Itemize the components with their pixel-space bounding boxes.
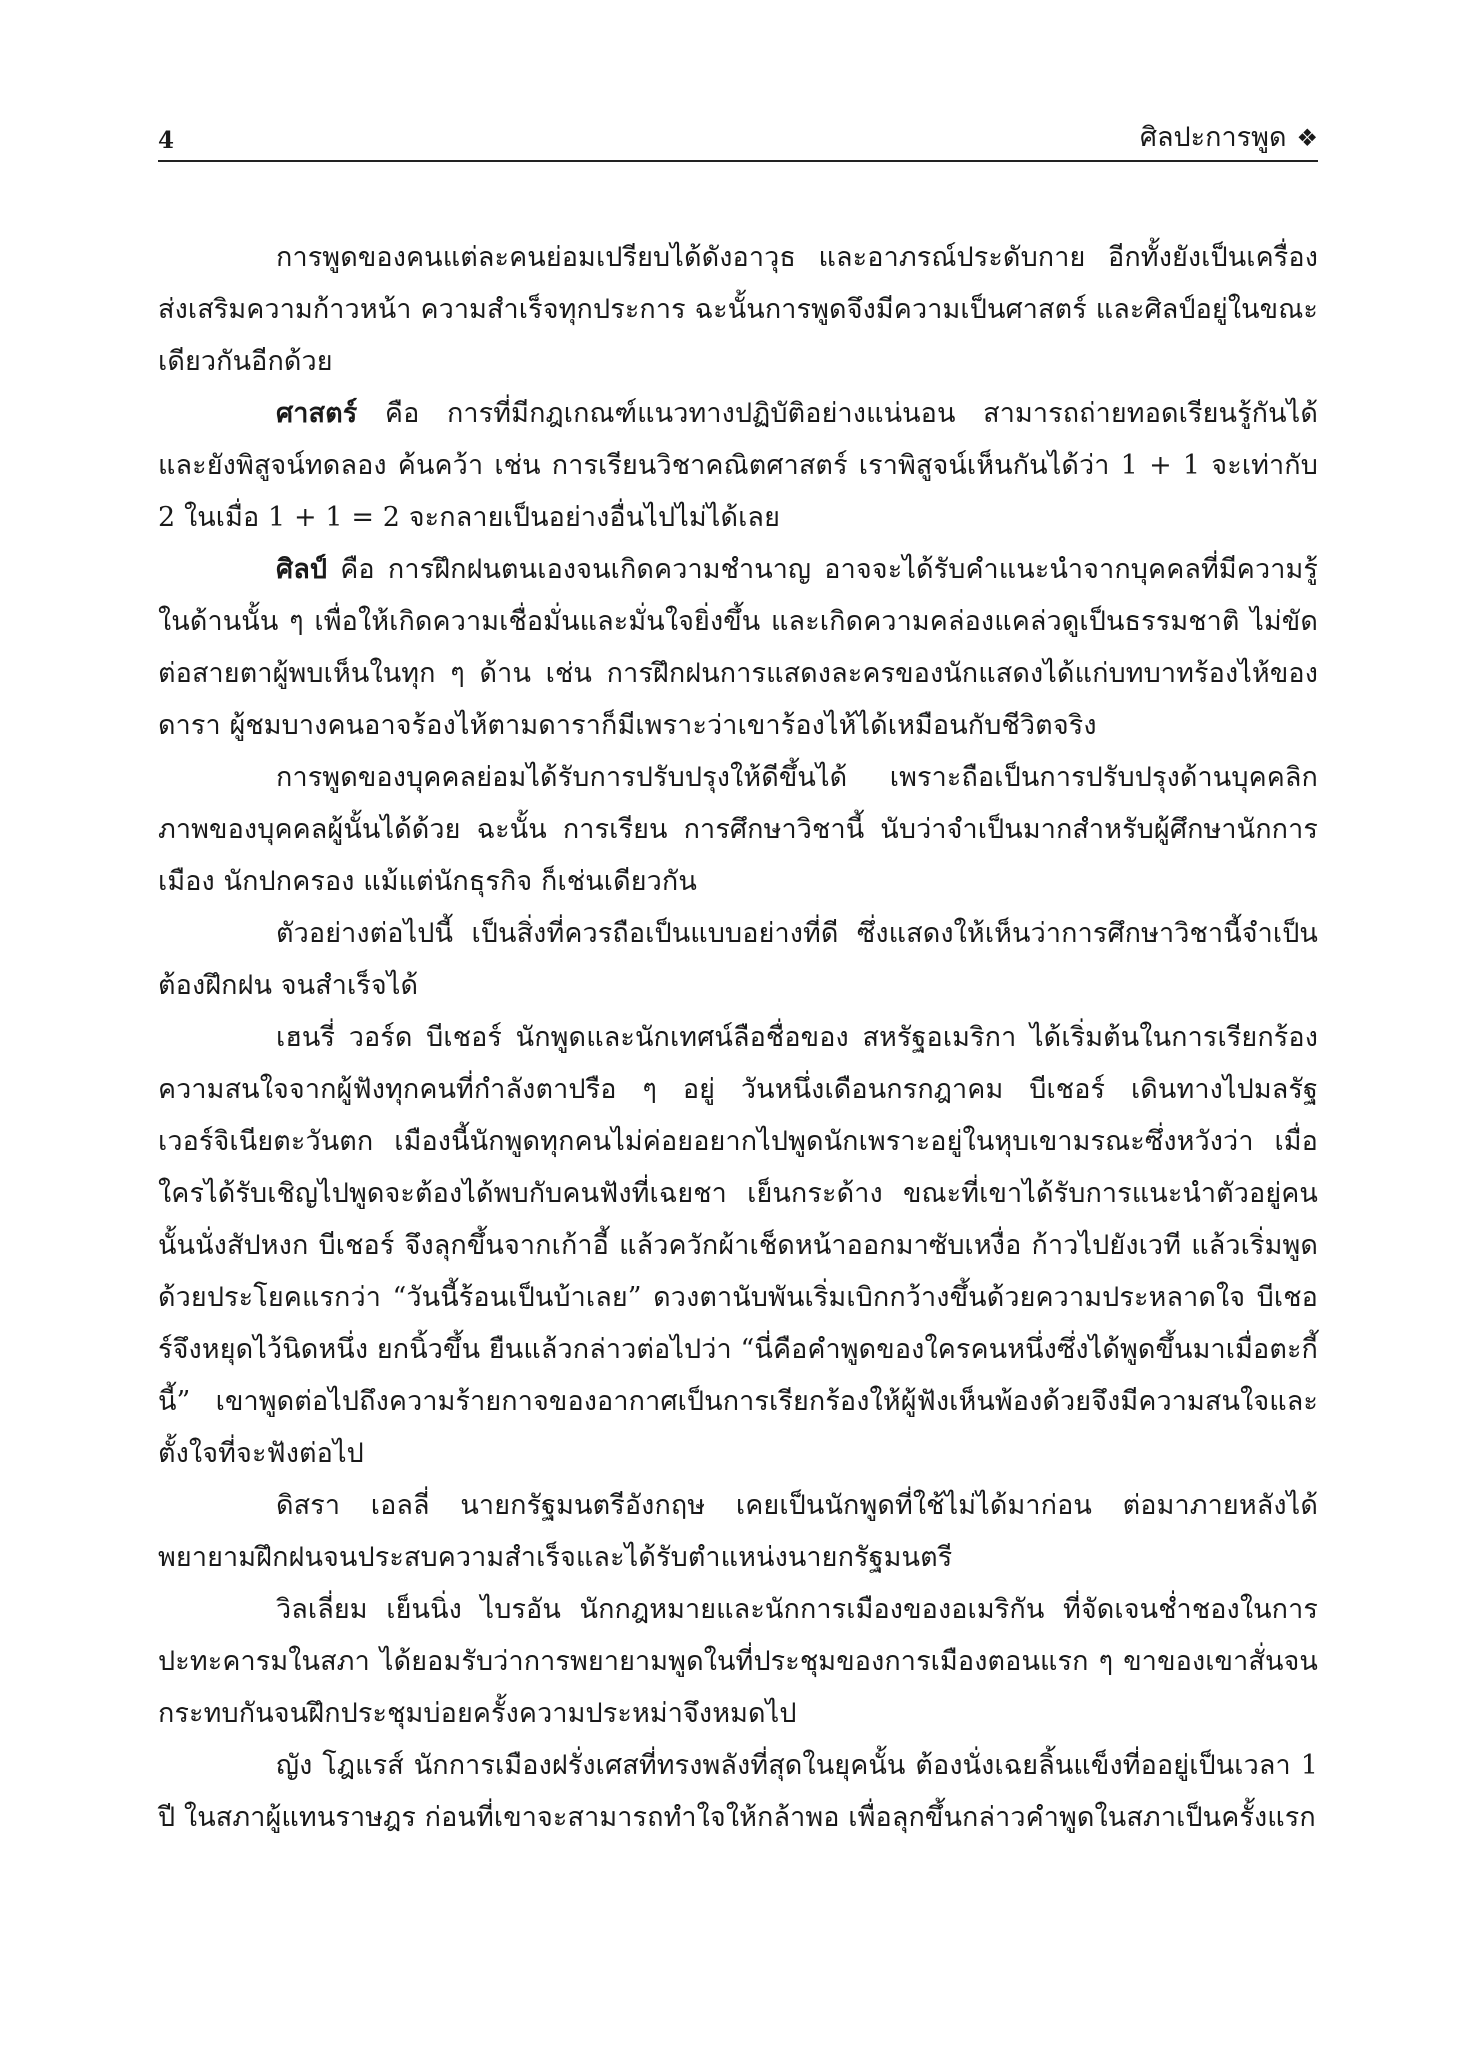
- paragraph-4: การพูดของบุคคลย่อมได้รับการปรับปรุงให้ดีขึ้นได้ เพราะถือเป็นการปรับปรุงด้านบุคคลิกภาพของบุคคลผู้นั้นได้ด้วย ฉะนั้น การเรียน การศึกษาวิชานี้ นับว่าจำเป็นมากสำหรับผู้ศึกษานักการเมือง นักปกครอง แม้แต่นักธุรกิจ ก็เช่นเดียวกัน: [158, 762, 1318, 897]
- paragraph-8: วิลเลี่ยม เย็นนิ่ง ไบรอัน นักกฎหมายและนักการเมืองของอเมริกัน ที่จัดเจนช่ำชองในการปะทะคารมในสภา ได้ยอมรับว่าการพยายามพูดในที่ประชุมของการเมืองตอนแรก ๆ ขาของเขาสั่นจนกระทบกันจนฝึกประชุมบ่อยครั้งความประหม่าจึงหมดไป: [158, 1594, 1318, 1729]
- ornament-icon: ❖: [1296, 124, 1318, 152]
- page-header: [158, 118, 1318, 162]
- paragraph-3: ศิลป์ คือ การฝึกฝนตนเองจนเกิดความชำนาญ อาจจะได้รับคำแนะนำจากบุคคลที่มีความรู้ในด้านนั้น ๆ เพื่อให้เกิดความเชื่อมั่นและมั่นใจยิ่งขึ้น และเกิดความคล่องแคล่วดูเป็นธรรมชาติ ไม่ขัดต่อสายตาผู้พบเห็นในทุก ๆ ด้าน เช่น การฝึกฝนการแสดงละครของนักแสดงได้แก่บทบาทร้องไห้ของดารา ผู้ชมบางคนอาจร้องไห้ตามดาราก็มีเพราะว่าเขาร้องไห้ได้เหมือนกับชีวิตจริง: [158, 554, 1318, 741]
- paragraph-9: ญัง โฎแรส์ นักการเมืองฝรั่งเศสที่ทรงพลังที่สุดในยุคนั้น ต้องนั่งเฉยลิ้นแข็งที่ออยู่เป็นเวลา 1 ปี ในสภาผู้แทนราษฎร ก่อนที่เขาจะสามารถทำใจให้กล้าพอ เพื่อลุกขึ้นกล่าวคำพูดในสภาเป็นครั้งแรก: [158, 1750, 1318, 1833]
- paragraph-6: เฮนรี่ วอร์ด บีเชอร์ นักพูดและนักเทศน์ลือชื่อของ สหรัฐอเมริกา ได้เริ่มต้นในการเรียกร้องความสนใจจากผู้ฟังทุกคนที่กำลังตาปรือ ๆ อยู่ วันหนึ่งเดือนกรกฎาคม บีเชอร์ เดินทางไปมลรัฐเวอร์จิเนียตะวันตก เมืองนี้นักพูดทุกคนไม่ค่อยอยากไปพูดนักเพราะอยู่ในหุบเขามรณะซึ่งหวังว่า เมื่อใครได้รับเชิญไปพูดจะต้องได้พบกับคนฟังที่เฉยชา เย็นกระด้าง ขณะที่เขาได้รับการแนะนำตัวอยู่คนนั้นนั่งสัปหงก บีเชอร์ จึงลุกขึ้นจากเก้าอี้ แล้วควักผ้าเช็ดหน้าออกมาซับเหงื่อ ก้าวไปยังเวที แล้วเริ่มพูดด้วยประโยคแรกว่า “วันนี้ร้อนเป็นบ้าเลย” ดวงตานับพันเริ่มเบิกกว้างขึ้นด้วยความประหลาดใจ บีเชอร์จึงหยุดไว้นิดหนึ่ง ยกนิ้วขึ้น ยืนแล้วกล่าวต่อไปว่า “นี่คือคำพูดของใครคนหนึ่งซึ่งได้พูดขึ้นมาเมื่อตะกี้นี้” เขาพูดต่อไปถึงความร้ายกาจของอากาศเป็นการเรียกร้องให้ผู้ฟังเห็นพ้องด้วยจึงมีความสนใจและตั้งใจที่จะฟังต่อไป: [158, 1022, 1318, 1469]
- running-title: [1140, 122, 1318, 154]
- header-rule: [158, 160, 1318, 162]
- paragraph-7: ดิสรา เอลลี่ นายกรัฐมนตรีอังกฤษ เคยเป็นนักพูดที่ใช้ไม่ได้มาก่อน ต่อมาภายหลังได้พยายามฝึกฝนจนประสบความสำเร็จและได้รับตำแหน่งนายกรัฐมนตรี: [158, 1490, 1318, 1573]
- paragraph-1: การพูดของคนแต่ละคนย่อมเปรียบได้ดังอาวุธ และอาภรณ์ประดับกาย อีกทั้งยังเป็นเครื่องส่งเสริมความก้าวหน้า ความสำเร็จทุกประการ ฉะนั้นการพูดจึงมีความเป็นศาสตร์ และศิลป์อยู่ในขณะเดียวกันอีกด้วย: [158, 242, 1318, 377]
- page-number: 4: [158, 127, 175, 154]
- body-text: [158, 232, 1318, 1844]
- paragraph-2: ศาสตร์ คือ การที่มีกฎเกณฑ์แนวทางปฏิบัติอย่างแน่นอน สามารถถ่ายทอดเรียนรู้กันได้ และยังพิสูจน์ทดลอง ค้นคว้า เช่น การเรียนวิชาคณิตศาสตร์ เราพิสูจน์เห็นกันได้ว่า 1 + 1 จะเท่ากับ 2 ในเมื่อ 1 + 1 = 2 จะกลายเป็นอย่างอื่นไปไม่ได้เลย: [158, 398, 1318, 533]
- running-title-text: ศิลปะการพูด: [1139, 122, 1287, 153]
- paragraph-5: ตัวอย่างต่อไปนี้ เป็นสิ่งที่ควรถือเป็นแบบอย่างที่ดี ซึ่งแสดงให้เห็นว่าการศึกษาวิชานี้จำเป็นต้องฝึกฝน จนสำเร็จได้: [158, 918, 1318, 1001]
- term-science: ศาสตร์: [276, 398, 358, 429]
- term-art: ศิลป์: [276, 554, 328, 585]
